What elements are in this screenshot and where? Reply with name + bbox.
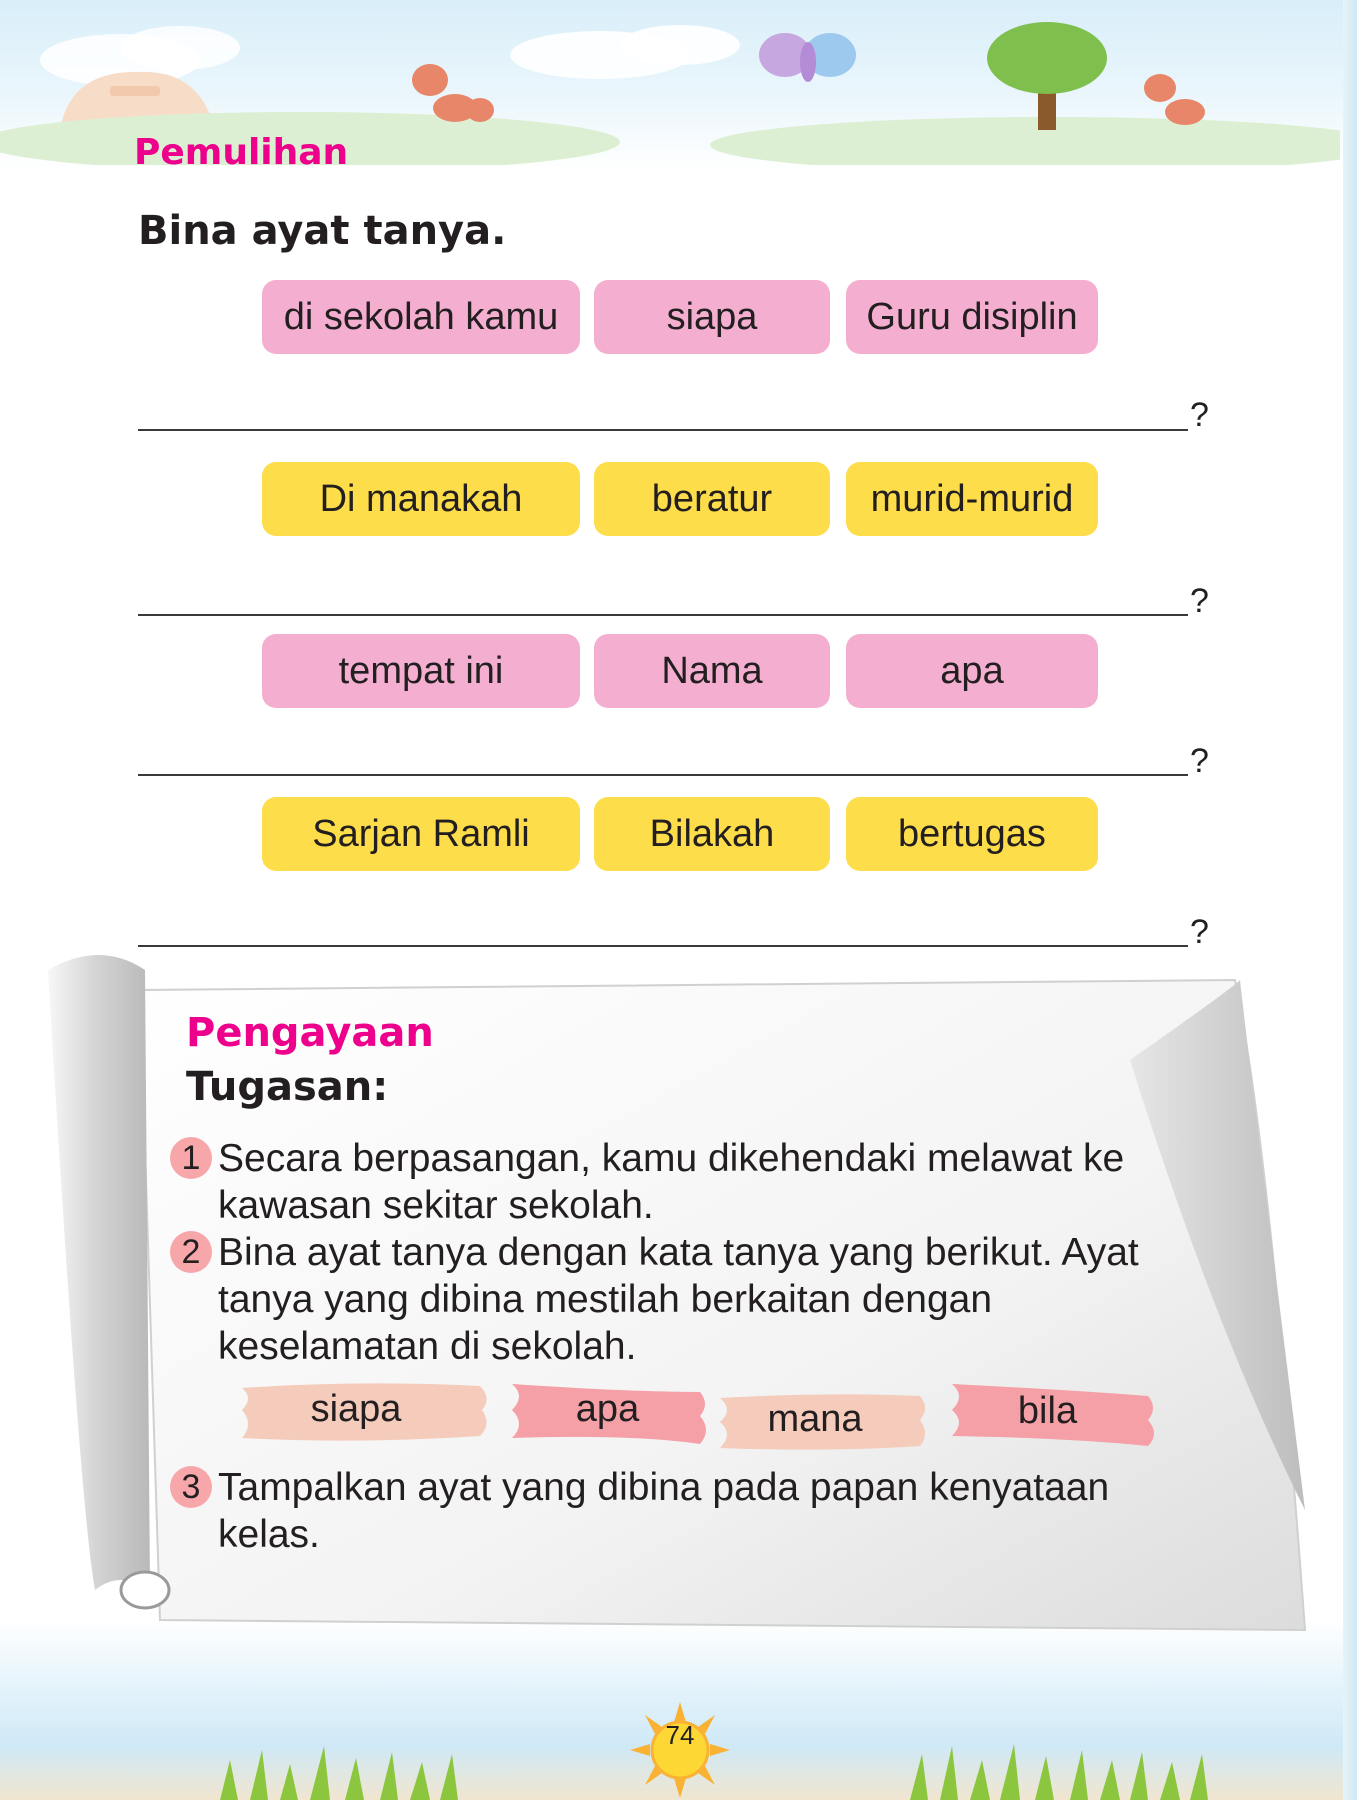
task-item xyxy=(170,1135,1170,1229)
word-chip: apa xyxy=(846,634,1098,708)
word-chip: murid-murid xyxy=(846,462,1098,536)
task-text: Bina ayat tanya dengan kata tanya yang berikut. Ayat tanya yang dibina mestilah berkaitan dengan keselamatan di sekolah. xyxy=(218,1231,1139,1368)
question-word-apa: apa xyxy=(575,1388,640,1430)
word-chip: Nama xyxy=(594,634,830,708)
question-word-siapa: siapa xyxy=(310,1388,402,1430)
question-mark: ? xyxy=(1190,742,1209,780)
task-label: Tugasan: xyxy=(186,1064,389,1110)
word-chip: di sekolah kamu xyxy=(262,280,580,354)
question-mark: ? xyxy=(1190,582,1209,620)
cloud-icon xyxy=(510,25,740,79)
answer-line[interactable] xyxy=(138,774,1188,776)
question-mark: ? xyxy=(1190,396,1209,434)
word-chip: Di manakah xyxy=(262,462,580,536)
word-chip: siapa xyxy=(594,280,830,354)
butterfly-icon xyxy=(759,33,856,82)
task-text: Tampalkan ayat yang dibina pada papan kenyataan kelas. xyxy=(218,1466,1110,1556)
grass-icon xyxy=(910,1744,1208,1800)
instruction-text: Bina ayat tanya. xyxy=(138,208,507,254)
section-heading-remedial: Pemulihan xyxy=(134,132,349,173)
word-chip: Bilakah xyxy=(594,797,830,871)
task-item xyxy=(170,1464,1170,1558)
answer-line[interactable] xyxy=(138,614,1188,616)
task-text: Secara berpasangan, kamu dikehendaki melawat ke kawasan sekitar sekolah. xyxy=(218,1137,1125,1227)
question-word-mana: mana xyxy=(767,1398,863,1440)
word-chip: Guru disiplin xyxy=(846,280,1098,354)
task-item xyxy=(170,1229,1170,1370)
task-number-badge: 1 xyxy=(170,1137,212,1179)
answer-line[interactable] xyxy=(138,945,1188,947)
word-chip: bertugas xyxy=(846,797,1098,871)
task-number-badge: 2 xyxy=(170,1231,212,1273)
task-number-badge: 3 xyxy=(170,1466,212,1508)
answer-line[interactable] xyxy=(138,429,1188,431)
grass-icon xyxy=(220,1746,458,1800)
section-heading-enrichment: Pengayaan xyxy=(186,1010,434,1056)
word-chip: beratur xyxy=(594,462,830,536)
ant-character-icon xyxy=(412,64,494,122)
tree-icon xyxy=(987,22,1107,130)
ant-character-icon xyxy=(1144,74,1205,125)
question-word-bila: bila xyxy=(1017,1390,1078,1432)
word-chip: tempat ini xyxy=(262,634,580,708)
question-mark: ? xyxy=(1190,913,1209,951)
word-chip: Sarjan Ramli xyxy=(262,797,580,871)
page-number: 74 xyxy=(665,1720,695,1750)
